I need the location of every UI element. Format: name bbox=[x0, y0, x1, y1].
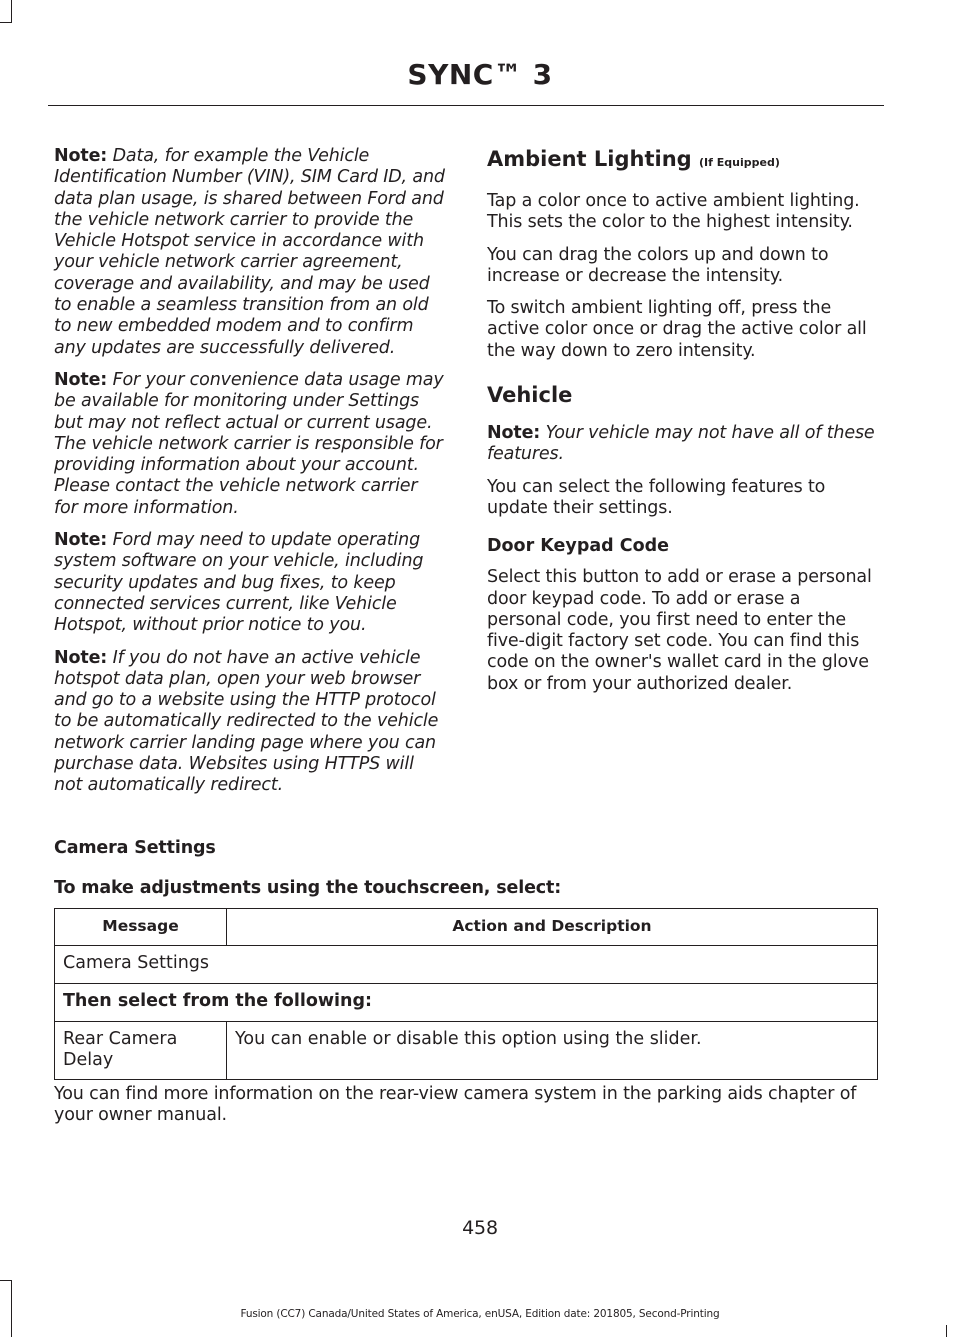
table-header-row bbox=[55, 909, 878, 946]
crop-mark-bottom-left-horizontal bbox=[0, 1280, 12, 1281]
note-label: Note: bbox=[487, 423, 541, 444]
left-column bbox=[54, 146, 446, 808]
vehicle-intro: You can select the following features to update their settings. bbox=[487, 476, 826, 518]
page-footer: Fusion (CC7) Canada/United States of America, enUSA, Edition date: 201805, Second-Printing bbox=[240, 1308, 720, 1320]
note-vin-data bbox=[54, 146, 446, 359]
note-label: Note: bbox=[54, 647, 108, 668]
camera-settings-table bbox=[54, 908, 878, 1080]
camera-footnote: You can find more information on the rear-view camera system in the parking aids chapter of your owner manual. bbox=[54, 1084, 857, 1126]
note-label: Note: bbox=[54, 146, 108, 166]
table-row bbox=[55, 984, 878, 1022]
column-header-action: Action and Description bbox=[227, 909, 878, 946]
crop-mark-top-left-horizontal bbox=[0, 22, 12, 23]
column-header-message: Message bbox=[55, 909, 227, 946]
page-number: 458 bbox=[462, 1217, 498, 1239]
note-hotspot-plan bbox=[54, 648, 446, 797]
note-text: For your convenience data usage may be available for monitoring under Settings but may not reflect actual or current usage. The vehicle network carrier is responsible for providing information about your account. Please contact the vehicle network carrier for more information. bbox=[54, 369, 444, 518]
door-keypad-text: Select this button to add or erase a personal door keypad code. To add or erase a personal code, you first need to enter the five-digit factory set code. You can find this code on the owner's wallet card in the glove box or from your authorized dealer. bbox=[487, 567, 872, 694]
ambient-lighting-title: Ambient Lighting bbox=[487, 147, 692, 171]
page-header-title: SYNC™ 3 bbox=[407, 58, 553, 91]
table-cell-rear-camera-action: You can enable or disable this option using the slider. bbox=[227, 1022, 878, 1080]
ambient-paragraph-3: To switch ambient lighting off, press the active color once or drag the active color all the way down to zero intensity. bbox=[487, 298, 867, 361]
crop-mark-top-left-vertical bbox=[11, 0, 12, 22]
note-software-update bbox=[54, 530, 446, 636]
note-text: Your vehicle may not have all of these features. bbox=[487, 423, 875, 465]
table-row bbox=[55, 1022, 878, 1080]
camera-instruction: To make adjustments using the touchscreen, select: bbox=[54, 878, 562, 898]
table-cell-rear-camera-delay: Rear Camera Delay bbox=[55, 1022, 227, 1080]
right-column bbox=[487, 146, 879, 706]
note-text: If you do not have an active vehicle hotspot data plan, open your web browser and go to a website using the HTTP protocol to be automatically redirected to the vehicle network carrier landing page where you can purchase data. Websites using HTTPS will not automatically redirect. bbox=[54, 647, 439, 796]
note-data-usage bbox=[54, 370, 446, 519]
header-divider bbox=[48, 105, 884, 106]
camera-settings-heading: Camera Settings bbox=[54, 838, 216, 858]
ambient-lighting-heading bbox=[487, 146, 879, 176]
camera-instruction-block bbox=[54, 877, 880, 899]
vehicle-note bbox=[487, 423, 879, 466]
table-row bbox=[55, 946, 878, 984]
crop-mark-bottom-right-vertical bbox=[946, 1325, 947, 1337]
table-cell-camera-settings: Camera Settings bbox=[55, 946, 878, 984]
ambient-paragraph-2: You can drag the colors up and down to increase or decrease the intensity. bbox=[487, 244, 829, 286]
table-cell-then-select: Then select from the following: bbox=[55, 984, 878, 1022]
note-label: Note: bbox=[54, 530, 108, 551]
note-text: Ford may need to update operating system software on your vehicle, including security updates and bug fixes, to keep connected services current, like Vehicle Hotspot, without prior notice to you. bbox=[54, 530, 424, 636]
note-label: Note: bbox=[54, 369, 108, 390]
note-text: Data, for example the Vehicle Identification Number (VIN), SIM Card ID, and data plan usage, is shared between Ford and the vehicle network carrier to provide the Vehicle Hotspot service in accordance with your vehicle network carrier agreement, coverage and availability, and may be used to enable a seamless transition from an old to new embedded modem and to confirm any updates are successfully delivered. bbox=[54, 146, 445, 358]
if-equipped-qualifier: (If Equipped) bbox=[699, 156, 780, 169]
ambient-paragraph-1: Tap a color once to active ambient lighting. This sets the color to the highest intensity. bbox=[487, 191, 860, 233]
camera-footnote-block bbox=[54, 1084, 880, 1138]
vehicle-heading: Vehicle bbox=[487, 383, 573, 408]
door-keypad-heading: Door Keypad Code bbox=[487, 536, 670, 557]
camera-settings-block bbox=[54, 837, 880, 859]
